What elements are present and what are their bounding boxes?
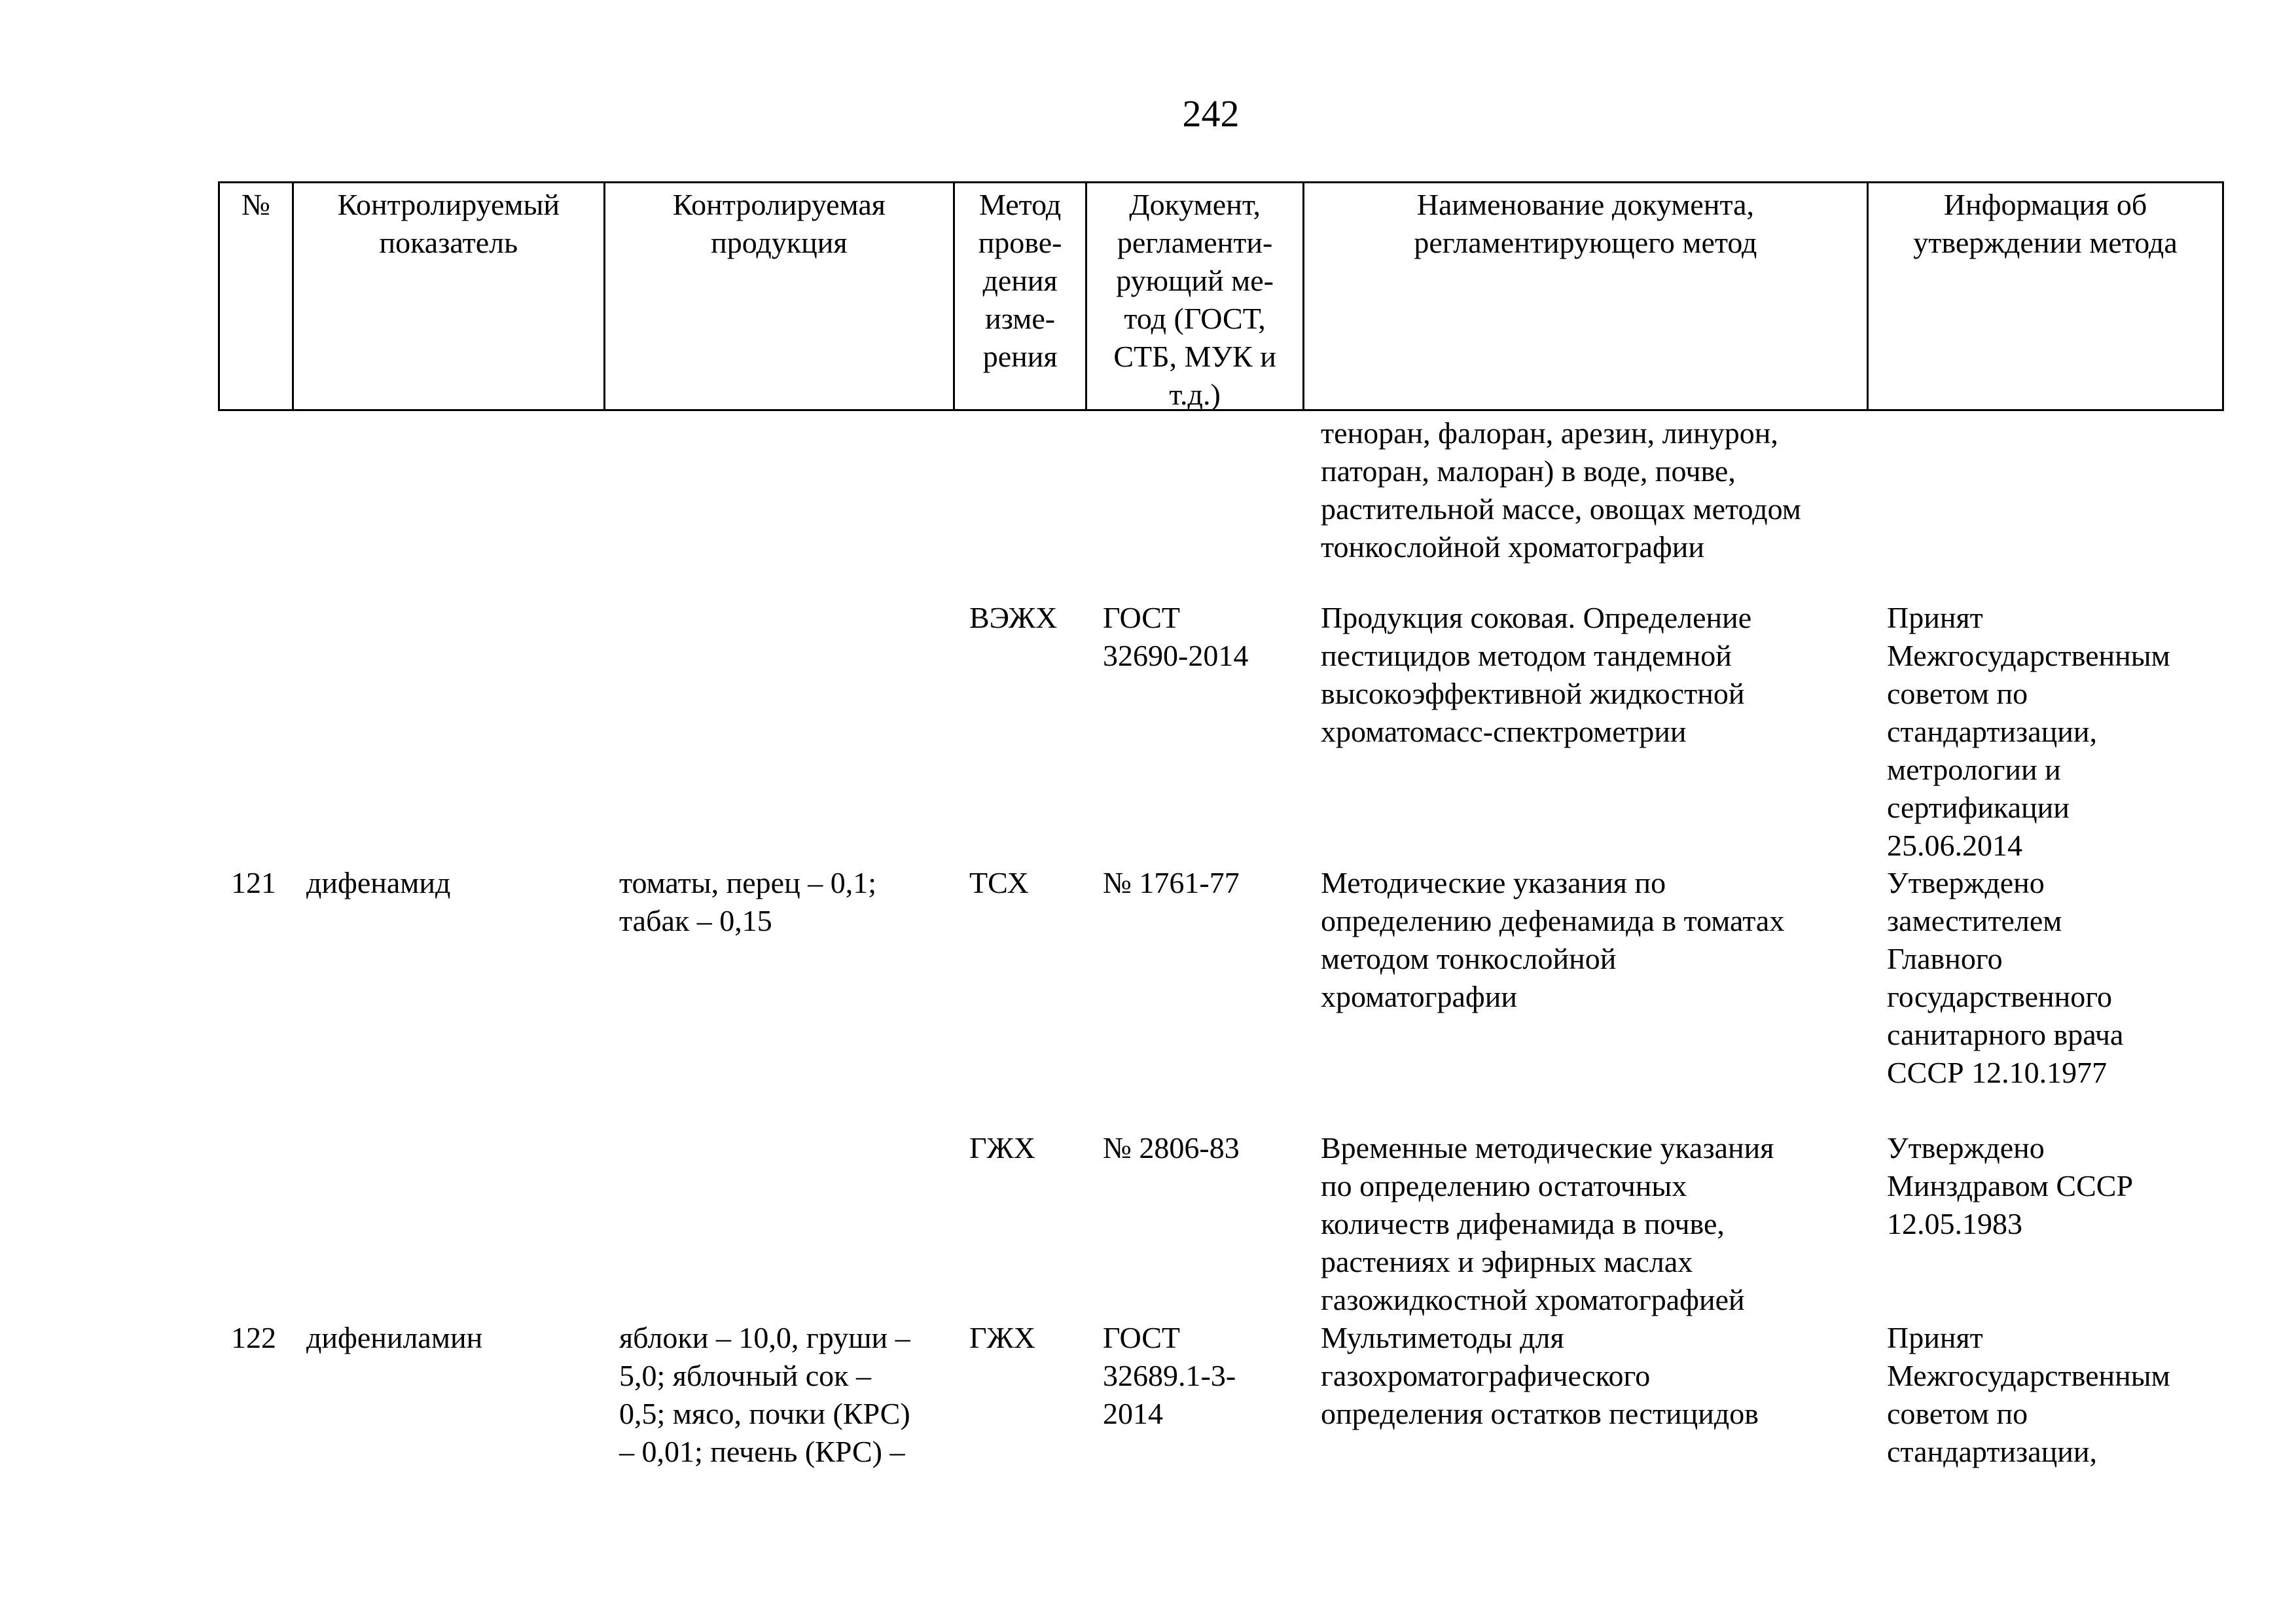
row-approval-info: Утверждено Минздравом СССР 12.05.1983 — [1887, 1131, 2134, 1240]
header-indicator: Контролируемый показатель — [294, 183, 605, 409]
row-document-name: Продукция соковая. Определение пестицидов методом тандемной высокоэффективной жидкостной хроматомасс-спектрометрии — [1321, 601, 1752, 748]
continuation-text: теноран, фалоран, арезин, линурон, паторан, малоран) в воде, почве, растительной массе, овощах методом тонкослойной хроматографии — [1321, 416, 1801, 564]
row-product: томаты, перец – 0,1; табак – 0,15 — [619, 866, 876, 937]
row-number: 121 — [231, 866, 276, 899]
row-document: № 1761-77 — [1103, 866, 1240, 899]
row-approval-info: Принят Межгосударственным советом по стандартизации, метрологии и сертификации 25.06.2014 — [1887, 601, 2170, 862]
row-indicator: дифенамид — [306, 866, 451, 899]
row-document-name: Мультиметоды для газохроматографического определения остатков пестицидов — [1321, 1321, 1759, 1430]
row-document: ГОСТ 32690-2014 — [1103, 601, 1249, 672]
header-number: № — [220, 183, 294, 409]
row-indicator: дифениламин — [306, 1321, 483, 1354]
header-method: Метод прове- дения изме- рения — [955, 183, 1088, 409]
row-approval-info: Принят Межгосударственным советом по стандартизации, — [1887, 1321, 2170, 1468]
header-document: Документ, регламенти- рующий ме- тод (ГОСТ, СТБ, МУК и т.д.) — [1087, 183, 1304, 409]
table-header — [218, 181, 2224, 411]
page-number: 242 — [1182, 92, 1240, 135]
row-method: ГЖХ — [969, 1321, 1036, 1354]
row-method: ТСХ — [969, 866, 1029, 899]
row-product: яблоки – 10,0, груши – 5,0; яблочный сок – 0,5; мясо, почки (КРС) – 0,01; печень (КРС) – — [619, 1321, 910, 1468]
row-number: 122 — [231, 1321, 276, 1354]
row-document-name: Временные методические указания по определению остаточных количеств дифенамида в почве, растениях и эфирных маслах газожидкостной хроматографией — [1321, 1131, 1774, 1316]
row-method: ГЖХ — [969, 1131, 1036, 1164]
row-approval-info: Утверждено заместителем Главного государственного санитарного врача СССР 12.10.1977 — [1887, 866, 2124, 1089]
header-document-name: Наименование документа, регламентирующего метод — [1304, 183, 1869, 409]
row-document: № 2806-83 — [1103, 1131, 1240, 1164]
row-document-name: Методические указания по определению дефенамида в томатах методом тонкослойной хроматографии — [1321, 866, 1785, 1013]
row-method: ВЭЖХ — [969, 601, 1058, 634]
header-product: Контролируемая продукция — [605, 183, 955, 409]
row-document: ГОСТ 32689.1-3- 2014 — [1103, 1321, 1236, 1430]
header-approval-info: Информация об утверждении метода — [1913, 188, 2178, 259]
